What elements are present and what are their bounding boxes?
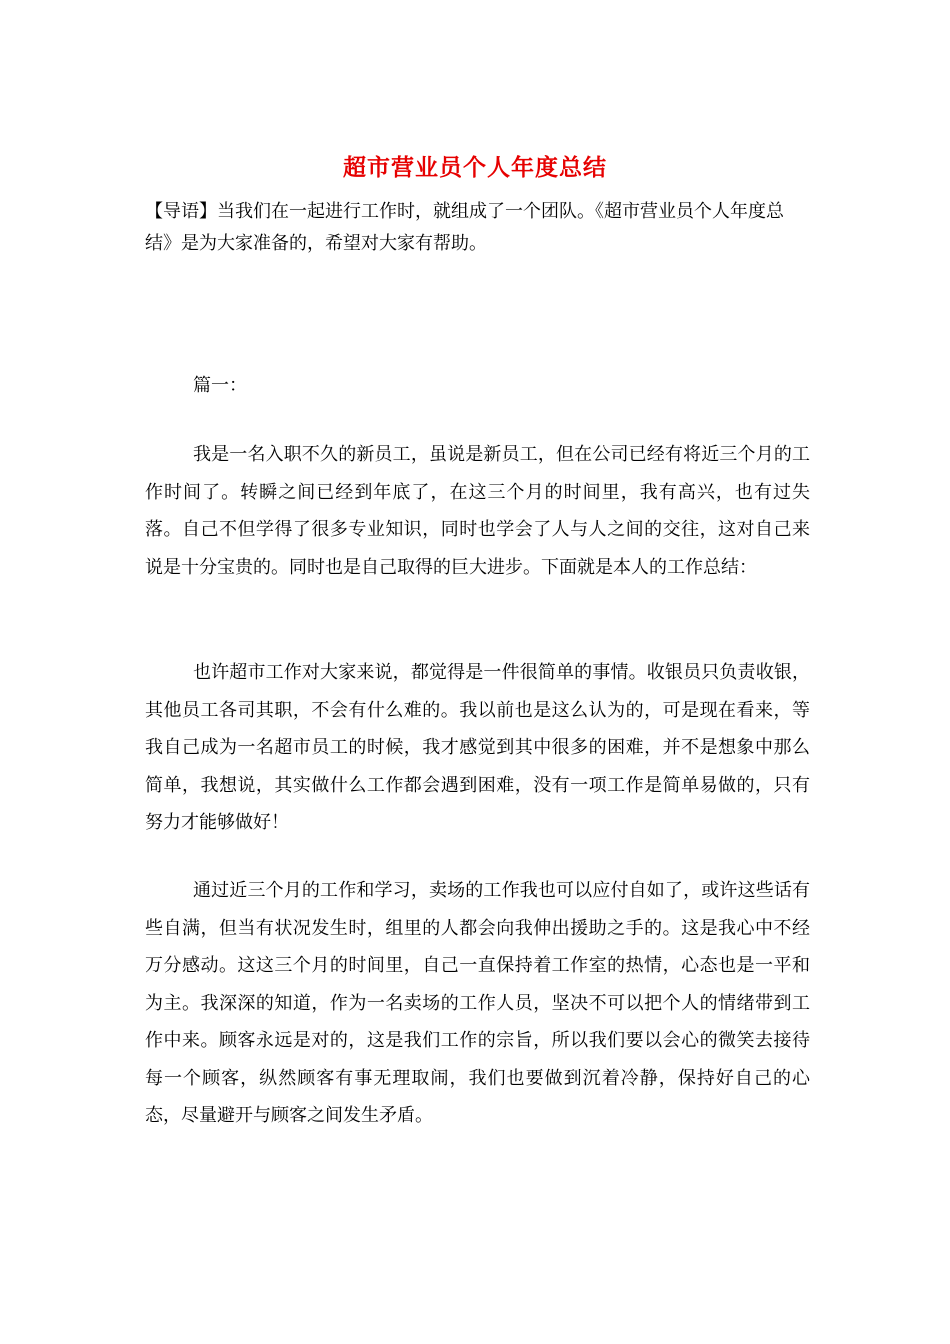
- section-label: 篇一：: [193, 375, 247, 396]
- document-title: 超市营业员个人年度总结: [343, 154, 607, 181]
- body-paragraph: 也许超市工作对大家来说，都觉得是一件很简单的事情。收银员只负责收银，其他员工各司其职，不会有什么难的。我以前也是这么认为的，可是现在看来，等我自己成为一名超市员工的时候，我才感觉到其中很多的困难，并不是想象中那么简单，我想说，其实做什么工作都会遇到困难，没有一项工作是简单易做的，只有努力才能够做好！: [145, 662, 810, 833]
- intro-paragraph: 【导语】当我们在一起进行工作时，就组成了一个团队。《超市营业员个人年度总结》是为大家准备的，希望对大家有帮助。: [145, 201, 784, 254]
- body-paragraph: 我是一名入职不久的新员工，虽说是新员工，但在公司已经有将近三个月的工作时间了。转瞬之间已经到年底了，在这三个月的时间里，我有高兴，也有过失落。自己不但学得了很多专业知识，同时也学会了人与人之间的交往，这对自己来说是十分宝贵的。同时也是自己取得的巨大进步。下面就是本人的工作总结：: [145, 444, 810, 578]
- body-paragraph: 通过近三个月的工作和学习，卖场的工作我也可以应付自如了，或许这些话有些自满，但当有状况发生时，组里的人都会向我伸出援助之手的。这是我心中不经万分感动。这这三个月的时间里，自己一直保持着工作室的热情，心态也是一平和为主。我深深的知道，作为一名卖场的工作人员，坚决不可以把个人的情绪带到工作中来。顾客永远是对的，这是我们工作的宗旨，所以我们要以会心的微笑去接待每一个顾客，纵然顾客有事无理取闹，我们也要做到沉着冷静，保持好自己的心态，尽量避开与顾客之间发生矛盾。: [145, 880, 810, 1126]
